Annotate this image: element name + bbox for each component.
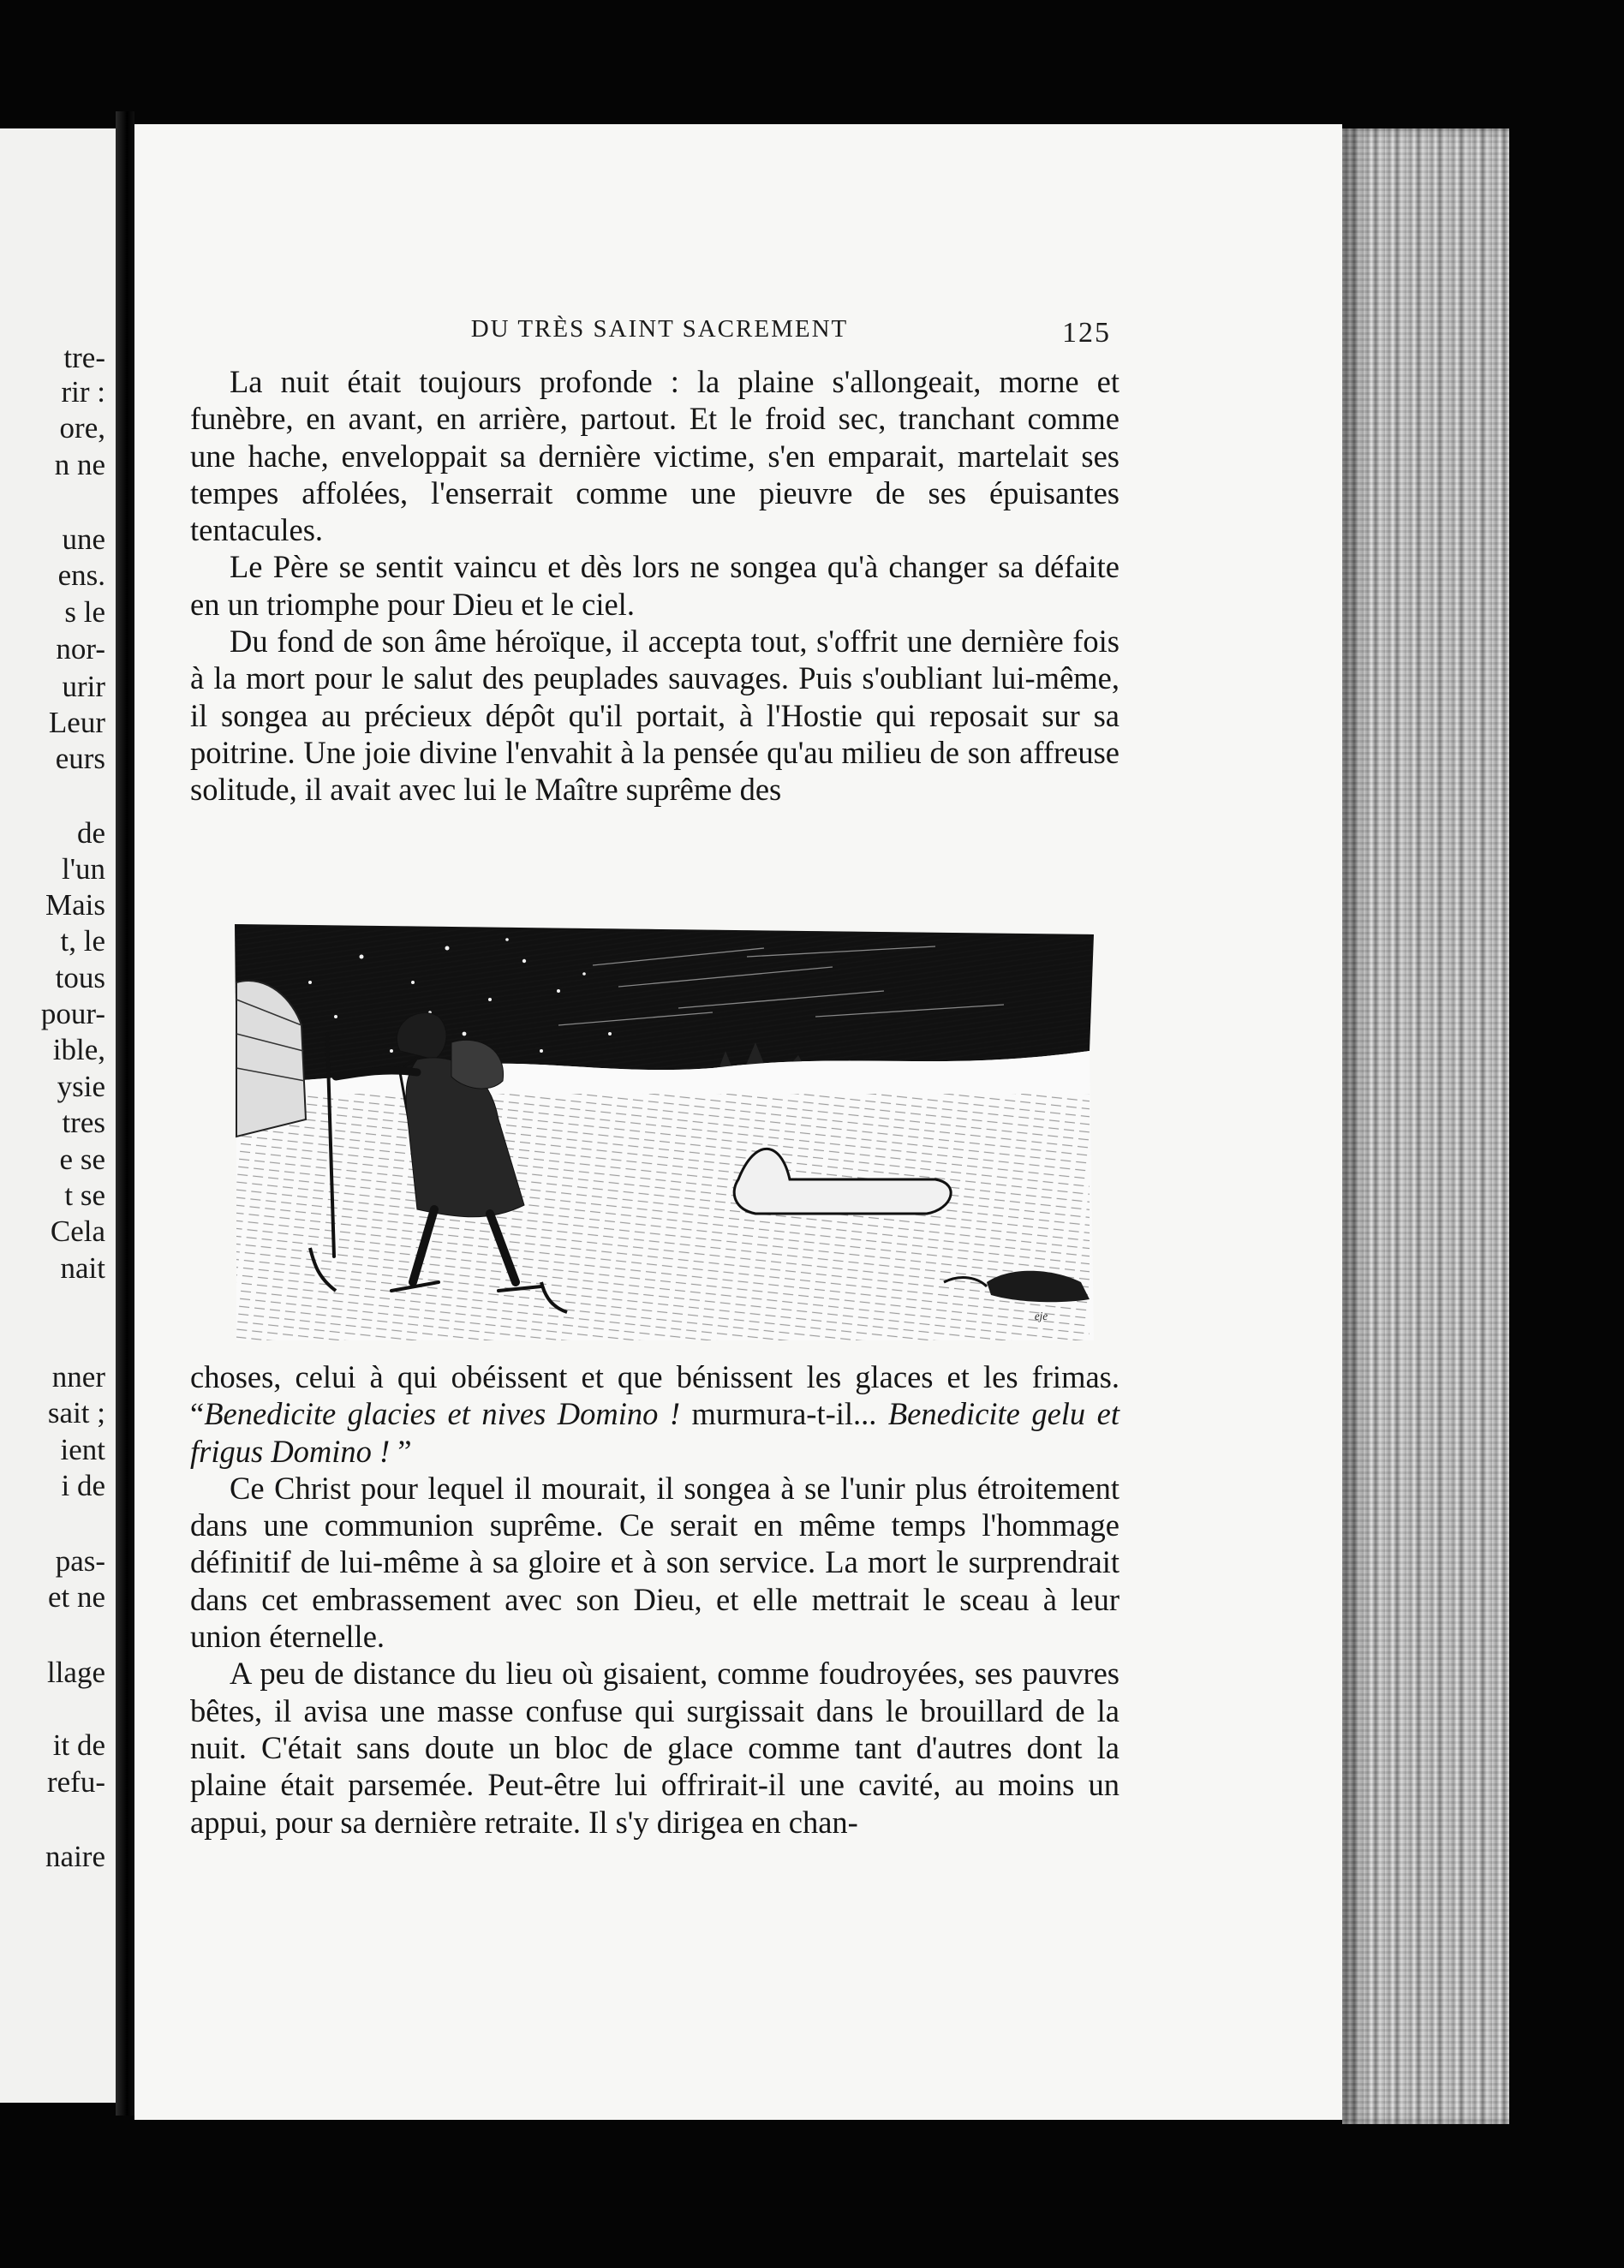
- paragraph-text: choses, celui à qui obéissent et que bénissent les glaces et les frimas. “: [190, 1359, 1119, 1432]
- previous-page-fragment: ible,: [52, 1033, 105, 1066]
- paragraph: La nuit était toujours profonde : la plaine s'allongeait, morne et funèbre, en avant, en arrière, partout. Et le froid sec, tranchant comme une hache, enveloppait sa dernière victime, s'en emparait, martelait ses tempes affolées, l'enserrait comme une pieuvre de ses épuisantes tentacules.: [190, 364, 1119, 548]
- previous-page: [0, 128, 116, 2103]
- previous-page-fragment: it de: [52, 1728, 105, 1762]
- paragraph: Le Père se sentit vaincu et dès lors ne songea qu'à changer sa défaite en un triomphe pour Dieu et le ciel.: [190, 549, 1119, 622]
- previous-page-fragment: ens.: [57, 558, 105, 592]
- previous-page-fragment: t se: [64, 1179, 105, 1212]
- previous-page-fragment: tous: [55, 961, 105, 994]
- body-text-top: [190, 363, 1119, 809]
- previous-page-fragment: eurs: [55, 742, 105, 775]
- body-text-bottom: [190, 1358, 1119, 1841]
- previous-page-fragment: nner: [51, 1360, 105, 1394]
- previous-page-fragment: i de: [61, 1469, 105, 1502]
- previous-page-fragment: e se: [59, 1143, 105, 1176]
- latin-quote: Benedicite gelu et frigus Domino !: [190, 1396, 1119, 1469]
- paragraph: Ce Christ pour lequel il mourait, il songea à se l'unir plus étroitement dans une communion suprême. Ce serait en même temps l'hommage définitif de lui-même à sa gloire et à son service. La mort le surprendrait dans cet embrassement avec son Dieu, et elle mettrait le sceau à leur union éternelle.: [190, 1470, 1119, 1655]
- previous-page-fragment: urir: [62, 670, 105, 703]
- previous-page-fragment: sait ;: [47, 1396, 105, 1429]
- page-edges: [1342, 128, 1509, 2124]
- paragraph-text: murmura-t-il...: [680, 1396, 888, 1432]
- previous-page-fragment: et ne: [47, 1580, 105, 1614]
- previous-page-fragment: ysie: [57, 1070, 105, 1103]
- previous-page-fragment: s le: [64, 595, 105, 629]
- paragraph: A peu de distance du lieu où gisaient, comme foudroyées, ses pauvres bêtes, il avisa une masse confuse qui surgissait dans le brouillard de la nuit. C'était sans doute un bloc de glace comme tant d'autres dont la plaine était parsemée. Peut-être lui offrirait-il une cavité, au moins un appui, pour sa dernière retraite. Il s'y dirigea en chan-: [190, 1656, 1119, 1840]
- previous-page-fragment: l'un: [61, 852, 105, 886]
- running-head: DU TRÈS SAINT SACREMENT: [470, 315, 849, 343]
- previous-page-fragment: tres: [62, 1106, 105, 1139]
- paragraph: [190, 1358, 1119, 1470]
- previous-page-fragment: Cela: [50, 1215, 105, 1248]
- previous-page-fragment: Leur: [48, 706, 105, 739]
- previous-page-fragment: nait: [60, 1251, 105, 1285]
- paragraph: Du fond de son âme héroïque, il accepta tout, s'offrit une dernière fois à la mort pour le salut des peuplades sauvages. Puis s'oubliant lui-même, il songea au précieux dépôt qu'il portait, à l'Hostie qui reposait sur sa poitrine. Une joie divine l'envahit à la pensée qu'au milieu de son affreuse solitude, il avait avec lui le Maître suprême des: [190, 624, 1119, 808]
- previous-page-fragment: tre-: [63, 341, 105, 374]
- engraving-illustration: [233, 922, 1098, 1342]
- artist-signature: ᵉʲᵉ: [1034, 1308, 1048, 1329]
- previous-page-fragment: pas-: [55, 1544, 105, 1578]
- previous-page-fragment: t, le: [60, 924, 105, 958]
- paragraph-text: ”: [390, 1433, 412, 1469]
- previous-page-fragment: de: [76, 816, 105, 850]
- previous-page-fragment: naire: [45, 1840, 105, 1873]
- page-number: 125: [1062, 317, 1111, 349]
- latin-quote: Benedicite glacies et nives Domino !: [204, 1396, 681, 1432]
- previous-page-fragment: ore,: [59, 411, 105, 445]
- previous-page-fragment: rir :: [61, 375, 105, 409]
- previous-page-fragment: pour-: [40, 997, 105, 1030]
- previous-page-fragment: n ne: [54, 448, 105, 481]
- previous-page-fragment: llage: [46, 1656, 105, 1689]
- previous-page-fragment: une: [62, 522, 105, 556]
- previous-page-fragment: ient: [60, 1433, 105, 1466]
- previous-page-fragment: nor-: [56, 632, 105, 665]
- previous-page-fragment: Mais: [45, 888, 105, 922]
- previous-page-fragment: refu-: [46, 1765, 105, 1799]
- book-gutter: [116, 111, 134, 2116]
